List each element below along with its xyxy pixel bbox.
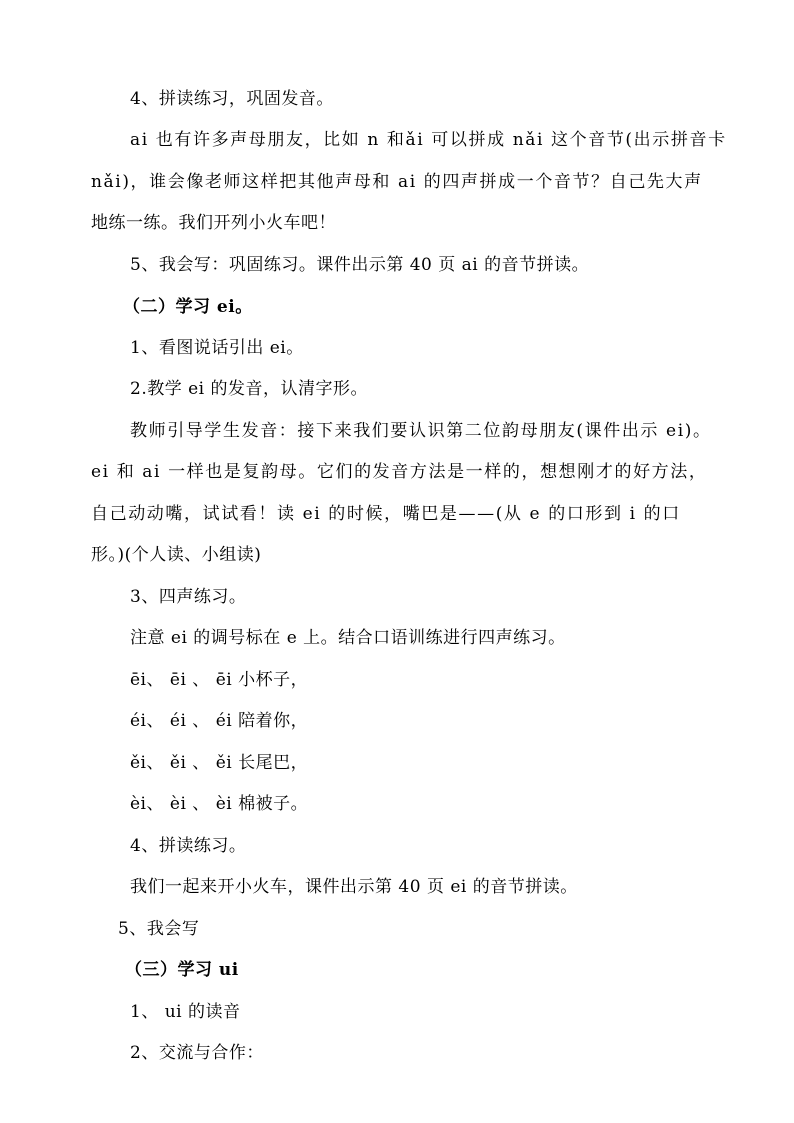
step-4-heading: 4、拼读练习。 <box>130 836 247 856</box>
section-heading-ui: （三）学习 ui <box>125 960 239 980</box>
step-1-heading: 1、 ui 的读音 <box>130 1002 241 1022</box>
step-3-heading: 3、四声练习。 <box>130 587 247 607</box>
step-5-heading: 5、我会写 <box>118 919 200 939</box>
section-heading-ei: （二）学习 ei。 <box>123 297 253 317</box>
paragraph-line: 形。)(个人读、小组读) <box>91 545 262 565</box>
step-1-heading: 1、看图说话引出 ei。 <box>130 338 304 358</box>
step-2-heading: 2、交流与合作： <box>130 1043 264 1063</box>
tone-practice-line: ěi、 ěi 、 ěi 长尾巴， <box>130 753 309 773</box>
tone-practice-line: ēi、 ēi 、 ēi 小杯子， <box>130 670 309 690</box>
paragraph-line: 自己动动嘴，试试看！读 ei 的时候，嘴巴是——(从 e 的口形到 i 的口 <box>91 504 681 524</box>
paragraph-line: ai 也有许多声母朋友，比如 n 和ǎi 可以拼成 nǎi 这个音节(出示拼音卡 <box>130 130 727 150</box>
step-5-heading: 5、我会写：巩固练习。课件出示第 40 页 ai 的音节拼读。 <box>130 255 590 275</box>
paragraph-line: 我们一起来开小火车，课件出示第 40 页 ei 的音节拼读。 <box>130 877 578 897</box>
paragraph-line: 注意 ei 的调号标在 e 上。结合口语训练进行四声练习。 <box>130 628 566 648</box>
paragraph-line: nǎi)，谁会像老师这样把其他声母和 ai 的四声拼成一个音节？自己先大声 <box>91 172 703 192</box>
paragraph-line: 教师引导学生发音：接下来我们要认识第二位韵母朋友(课件出示 ei)。 <box>130 421 712 441</box>
tone-practice-line: èi、 èi 、 èi 棉被子。 <box>130 794 309 814</box>
step-4-heading: 4、拼读练习，巩固发音。 <box>130 89 334 109</box>
paragraph-line: 地练一练。我们开列小火车吧！ <box>91 213 336 233</box>
step-2-heading: 2.教学 ei 的发音，认清字形。 <box>130 379 369 399</box>
tone-practice-line: éi、 éi 、 éi 陪着你， <box>130 711 309 731</box>
paragraph-line: ei 和 ai 一样也是复韵母。它们的发音方法是一样的，想想刚才的好方法， <box>91 462 708 482</box>
